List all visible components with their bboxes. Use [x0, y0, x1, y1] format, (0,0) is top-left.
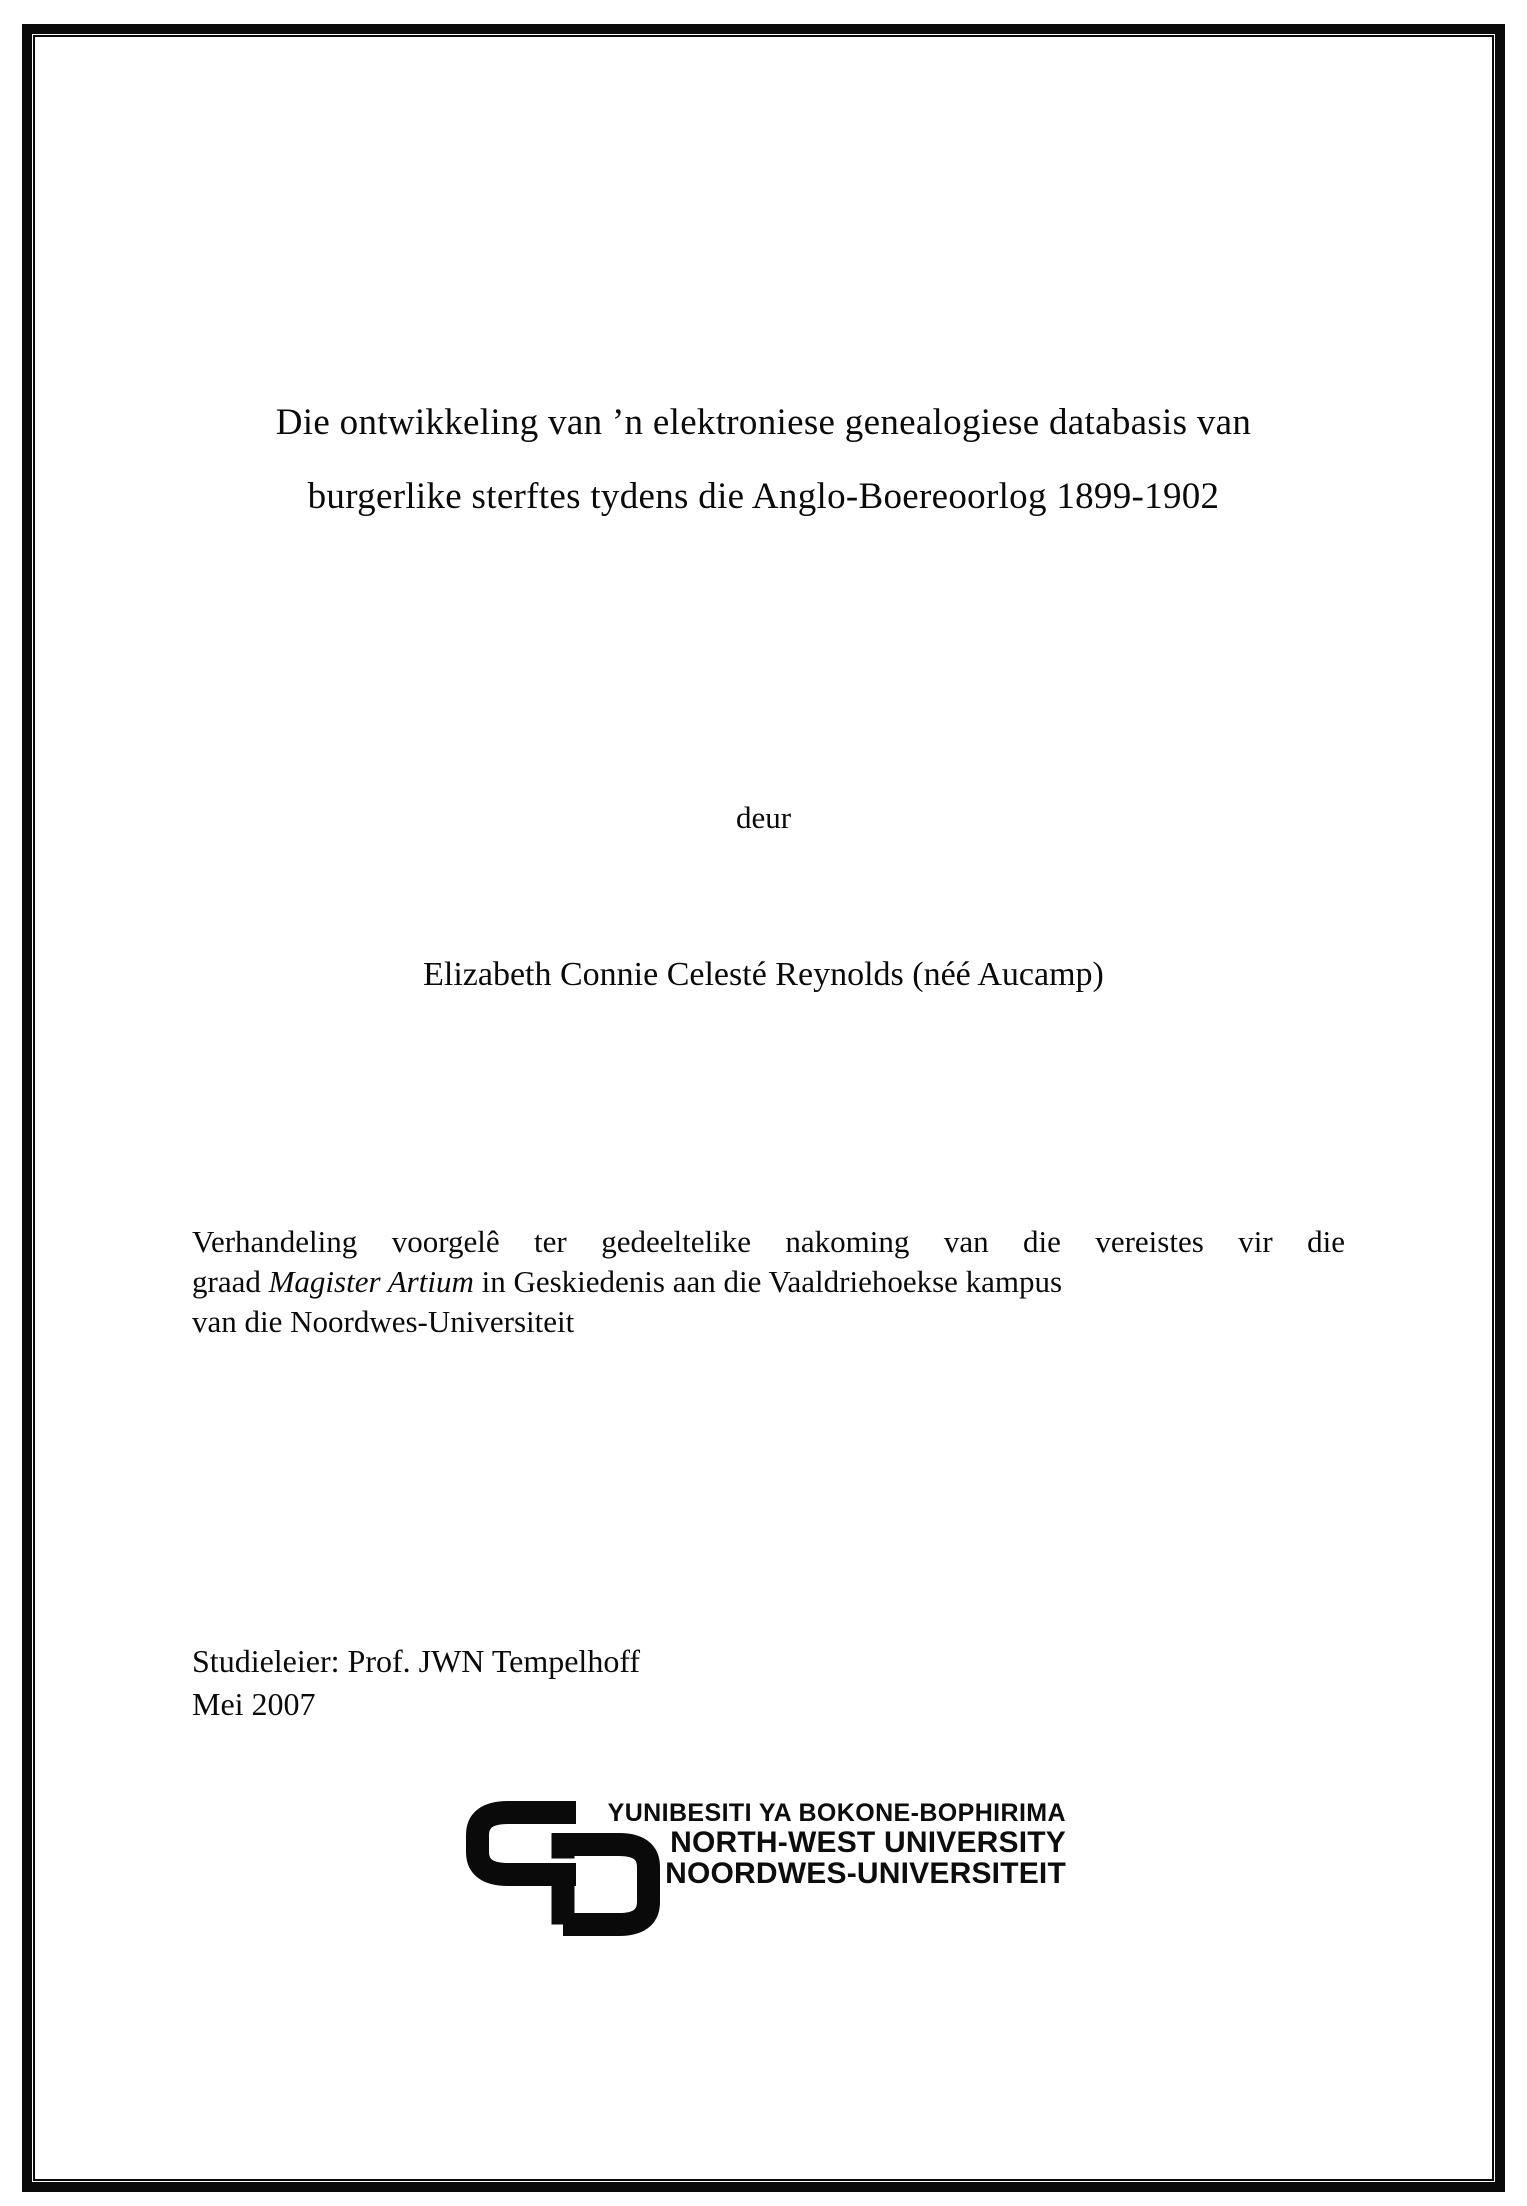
date-line: Mei 2007: [192, 1686, 316, 1722]
logo-text-english: NORTH-WEST UNIVERSITY: [670, 1826, 1066, 1859]
submission-statement-line-1: Verhandeling voorgelê ter gedeeltelike nakoming van die vereistes vir die: [192, 1224, 1345, 1259]
submission-statement-line-3: van die Noordwes-Universiteit: [192, 1304, 575, 1339]
logo-text-afrikaans: NOORDWES-UNIVERSITEIT: [665, 1857, 1066, 1890]
logo-text-setswana: YUNIBESITI YA BOKONE-BOPHIRIMA: [607, 1799, 1066, 1827]
author-name: Elizabeth Connie Celesté Reynolds (néé Aucamp): [423, 956, 1104, 993]
supervisor-line: Studieleier: Prof. JWN Tempelhoff: [192, 1643, 641, 1679]
submission-statement-line-2: [192, 1262, 1345, 1302]
university-logo-text: [580, 1798, 1066, 1888]
thesis-title: [90, 400, 1437, 520]
supervisor-block: [192, 1640, 640, 1726]
degree-name-italic: Magister Artium: [268, 1264, 474, 1299]
submission-statement: [192, 1222, 1345, 1342]
degree-text-prefix: graad: [192, 1264, 269, 1299]
byline-label: deur: [735, 800, 792, 835]
thesis-title-line-1: Die ontwikkeling van ’n elektroniese genealogiese databasis van: [275, 402, 1252, 443]
thesis-title-line-2: burgerlike sterftes tydens die Anglo-Boereoorlog 1899-1902: [307, 476, 1220, 517]
university-logo: [466, 1798, 1076, 1943]
degree-text-suffix: in Geskiedenis aan die Vaaldriehoekse kampus: [473, 1264, 1063, 1299]
